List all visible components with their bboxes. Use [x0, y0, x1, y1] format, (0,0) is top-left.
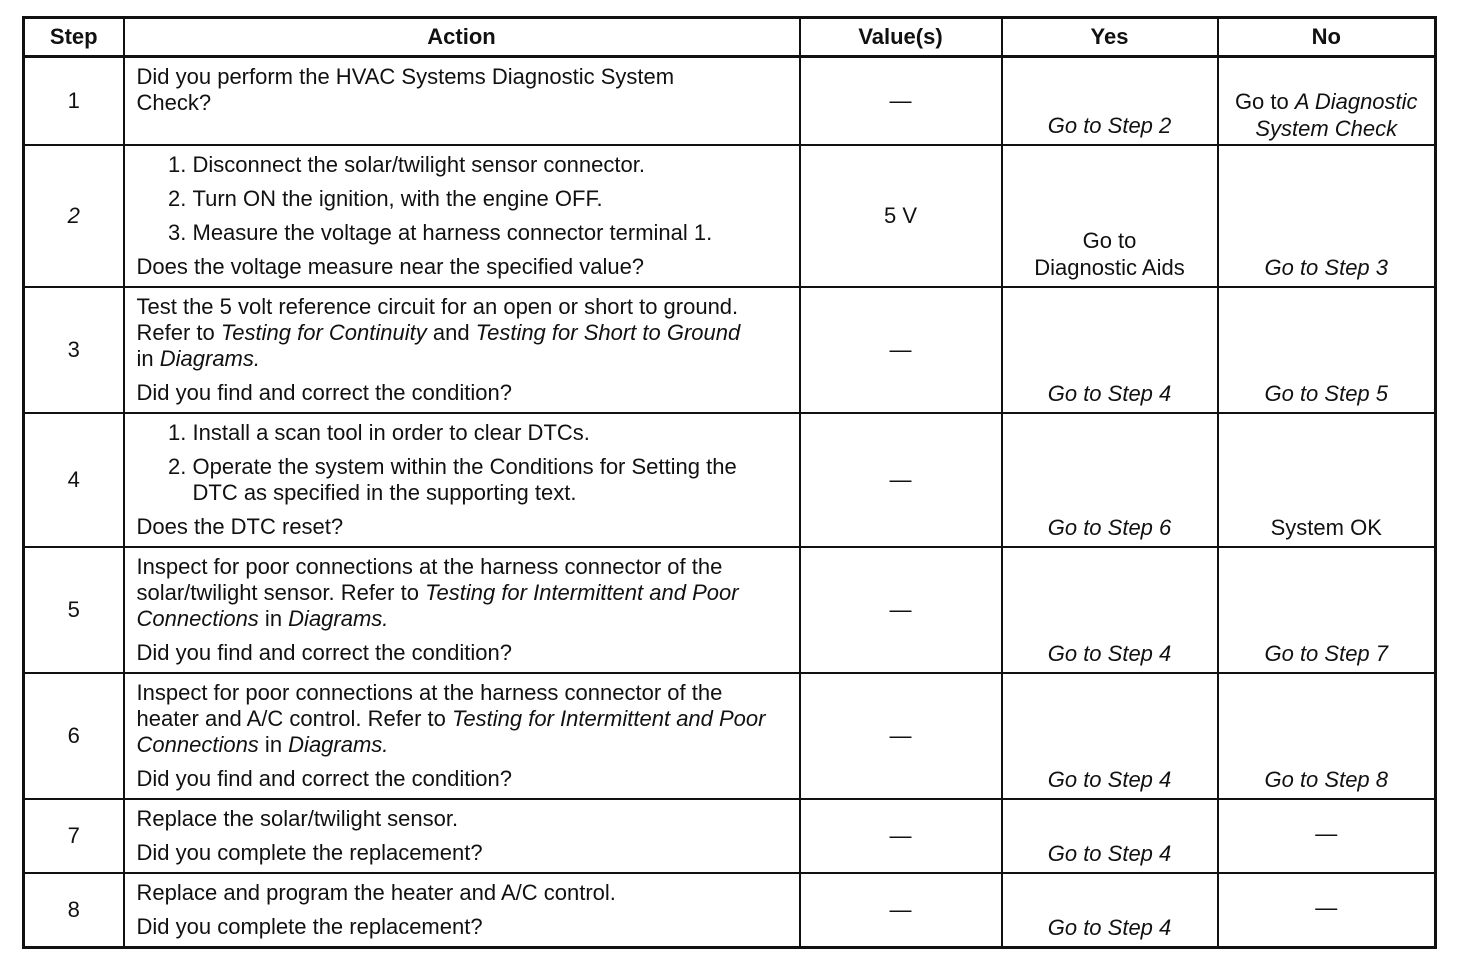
header-step: Step: [24, 18, 124, 57]
reference-link: Testing for Continuity: [220, 319, 427, 345]
yes-cell: Go to Step 4: [1002, 873, 1218, 948]
yes-cell: Go to Step 6: [1002, 413, 1218, 547]
reference-link: Diagrams.: [288, 731, 389, 757]
no-cell: [1218, 57, 1436, 145]
action-cell: [124, 799, 800, 873]
action-text-part: Inspect for poor connections at the harness connector of the solar/twilight sensor. Refer to: [136, 553, 723, 605]
table-row: [24, 673, 1436, 799]
yes-cell: Go to Step 4: [1002, 547, 1218, 673]
list-item: 1. Install a scan tool in order to clear DTCs.: [193, 420, 787, 446]
reference-link: Diagrams.: [288, 605, 389, 631]
no-cell: —: [1218, 873, 1436, 948]
action-question: Did you find and correct the condition?: [136, 639, 512, 665]
header-action: Action: [124, 18, 800, 57]
step-number: 3: [24, 287, 124, 413]
no-cell: Go to Step 5: [1218, 287, 1436, 413]
reference-link: Testing for Short to Ground: [475, 319, 741, 345]
action-text: [137, 554, 777, 632]
action-text-part: in: [258, 731, 289, 757]
action-text: Replace and program the heater and A/C control.: [136, 879, 616, 905]
action-text: [137, 294, 757, 372]
no-prefix: Go to: [1234, 88, 1295, 114]
table-row: [24, 145, 1436, 287]
header-no: No: [1218, 18, 1436, 57]
table-row: [24, 547, 1436, 673]
action-cell: [124, 413, 800, 547]
table-row: [24, 799, 1436, 873]
header-yes: Yes: [1002, 18, 1218, 57]
yes-cell: Go to Diagnostic Aids: [1002, 145, 1218, 287]
yes-cell: Go to Step 2: [1002, 57, 1218, 145]
value-cell: —: [800, 799, 1002, 873]
value-cell: —: [800, 413, 1002, 547]
no-cell: —: [1218, 799, 1436, 873]
action-cell: [124, 145, 800, 287]
no-cell: Go to Step 8: [1218, 673, 1436, 799]
action-question: Did you complete the replacement?: [136, 913, 483, 939]
action-cell: [124, 287, 800, 413]
no-link: A Diagnostic System Check: [1255, 88, 1418, 141]
value-cell: 5 V: [800, 145, 1002, 287]
action-text-part: in: [136, 345, 160, 371]
step-number: 8: [24, 873, 124, 948]
action-list: [137, 420, 787, 506]
value-cell: —: [800, 57, 1002, 145]
yes-cell: Go to Step 4: [1002, 287, 1218, 413]
action-text-part: Inspect for poor connections at the harness connector of the heater and A/C control. Refer to: [136, 679, 723, 731]
header-values: Value(s): [800, 18, 1002, 57]
step-number: 6: [24, 673, 124, 799]
reference-link: Testing for Intermittent and Poor Connections: [136, 705, 766, 757]
action-text: Did you perform the HVAC Systems Diagnostic System Check?: [136, 64, 675, 115]
header-row: [24, 18, 1436, 57]
action-cell: [124, 547, 800, 673]
step-number: 7: [24, 799, 124, 873]
value-cell: —: [800, 873, 1002, 948]
action-cell: [124, 873, 800, 948]
table-row: [24, 287, 1436, 413]
no-cell: System OK: [1218, 413, 1436, 547]
action-question: Did you find and correct the condition?: [136, 379, 512, 405]
action-question: Does the voltage measure near the specified value?: [136, 253, 645, 279]
action-question: Does the DTC reset?: [136, 513, 344, 539]
action-cell: [124, 57, 800, 145]
step-number: 4: [24, 413, 124, 547]
action-text: [137, 680, 777, 758]
action-text-part: in: [258, 605, 289, 631]
action-text: Replace the solar/twilight sensor.: [136, 805, 459, 831]
diagnostic-table: [22, 16, 1437, 949]
value-cell: —: [800, 287, 1002, 413]
list-item: 3. Measure the voltage at harness connector terminal 1.: [193, 220, 787, 246]
table-row: [24, 413, 1436, 547]
list-item: 1. Disconnect the solar/twilight sensor connector.: [193, 152, 787, 178]
list-item: 2. Turn ON the ignition, with the engine OFF.: [193, 186, 787, 212]
no-cell: Go to Step 7: [1218, 547, 1436, 673]
reference-link: Diagrams.: [159, 345, 260, 371]
yes-cell: Go to Step 4: [1002, 673, 1218, 799]
yes-cell: Go to Step 4: [1002, 799, 1218, 873]
step-number: 1: [24, 57, 124, 145]
list-item: 2. Operate the system within the Conditions for Setting the DTC as specified in the supporting text.: [193, 454, 787, 506]
no-cell: Go to Step 3: [1218, 145, 1436, 287]
step-number: 2: [24, 145, 124, 287]
action-list: [137, 152, 787, 246]
action-question: Did you find and correct the condition?: [136, 765, 512, 791]
action-text-part: and: [426, 319, 476, 345]
action-question: Did you complete the replacement?: [136, 839, 483, 865]
table-row: [24, 873, 1436, 948]
value-cell: —: [800, 673, 1002, 799]
step-number: 5: [24, 547, 124, 673]
action-cell: [124, 673, 800, 799]
table-row: [24, 57, 1436, 145]
reference-link: Testing for Intermittent and Poor Connections: [136, 579, 739, 631]
action-text-part: Test the 5 volt reference circuit for an open or short to ground. Refer to: [136, 293, 739, 345]
value-cell: —: [800, 547, 1002, 673]
